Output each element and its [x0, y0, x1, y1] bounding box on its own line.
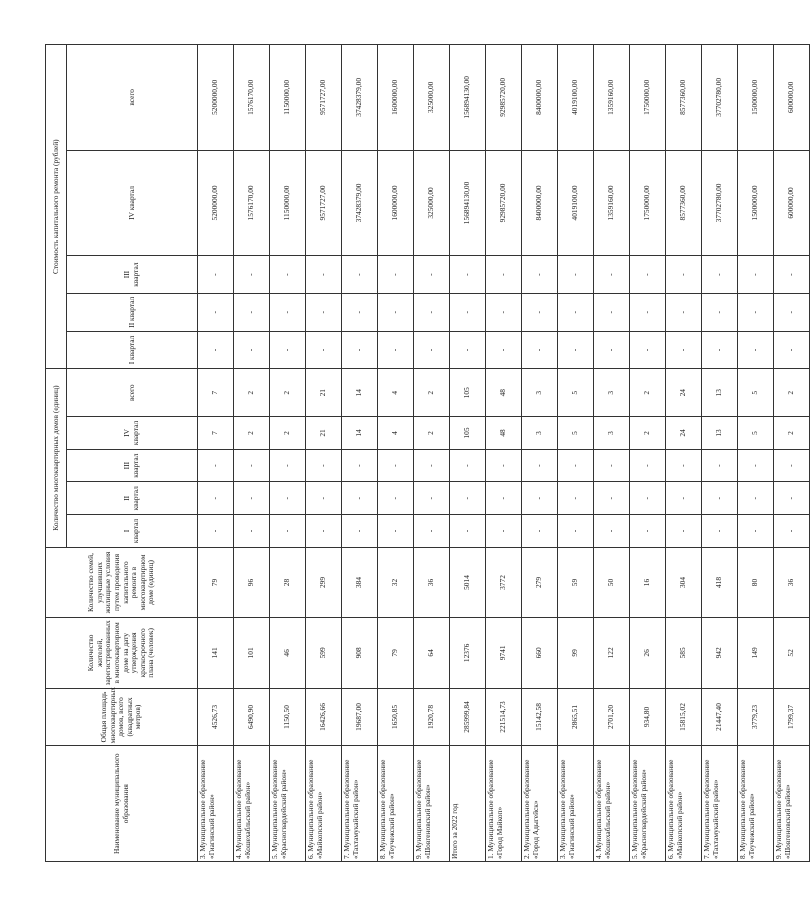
cost-q2-cell: -	[306, 293, 342, 331]
cost-q2-cell: -	[378, 293, 414, 331]
houses-q4-cell: 2	[270, 417, 306, 450]
houses-total-cell: 2	[270, 369, 306, 417]
cost-q2-cell: -	[594, 293, 630, 331]
cost-q1-cell: -	[594, 331, 630, 369]
cost-q2-cell: -	[414, 293, 450, 331]
houses-q2-cell: -	[558, 482, 594, 515]
municipality-cell: 7. Муниципальное образование «Тахтамукайский район»	[342, 746, 378, 862]
cost-q4-cell: 37428379,00	[342, 150, 378, 256]
families-cell: 279	[522, 547, 558, 617]
families-cell: 32	[378, 547, 414, 617]
houses-q3-cell: -	[486, 449, 522, 482]
houses-q2-cell: -	[414, 482, 450, 515]
header-houses-q1: I квартал	[67, 515, 198, 548]
municipality-cell: 5. Муниципальное образование «Красногвардейский район»	[630, 746, 666, 862]
houses-q4-cell: 2	[234, 417, 270, 450]
table-row	[558, 45, 594, 862]
families-cell: 299	[306, 547, 342, 617]
cost-q4-cell: 1150000,00	[270, 150, 306, 256]
rotated-table-container	[45, 44, 796, 862]
houses-q3-cell: -	[306, 449, 342, 482]
area-cell: 15815,02	[666, 688, 702, 746]
families-cell: 418	[702, 547, 738, 617]
houses-q1-cell: -	[198, 515, 234, 548]
municipality-cell: 4. Муниципальное образование «Кошехабльский район»	[594, 746, 630, 862]
header-houses-q3: III квартал	[67, 449, 198, 482]
cost-q4-cell: 1576170,00	[234, 150, 270, 256]
cost-q1-cell: -	[702, 331, 738, 369]
houses-q3-cell: -	[270, 449, 306, 482]
area-cell: 285999,84	[450, 688, 486, 746]
cost-q4-cell: 8400000,00	[522, 150, 558, 256]
table-row	[414, 45, 450, 862]
houses-q2-cell: -	[702, 482, 738, 515]
cost-q2-cell: -	[234, 293, 270, 331]
municipality-cell: 8. Муниципальное образование «Теучежский район»	[378, 746, 414, 862]
houses-q2-cell: -	[486, 482, 522, 515]
capital-repair-table	[45, 44, 810, 862]
municipality-cell: 8. Муниципальное образование «Теучежский район»	[738, 746, 774, 862]
cost-q4-cell: 4019100,00	[558, 150, 594, 256]
cost-q1-cell: -	[378, 331, 414, 369]
families-cell: 59	[558, 547, 594, 617]
cost-q4-cell: 1600000,00	[378, 150, 414, 256]
table-row	[198, 45, 234, 862]
houses-q1-cell: -	[558, 515, 594, 548]
families-cell: 384	[342, 547, 378, 617]
cost-q1-cell: -	[522, 331, 558, 369]
cost-q1-cell: -	[342, 331, 378, 369]
houses-total-cell: 3	[522, 369, 558, 417]
table-row	[666, 45, 702, 862]
cost-total-cell: 5200000,00	[198, 45, 234, 151]
cost-q3-cell: -	[558, 256, 594, 294]
cost-total-cell: 4019100,00	[558, 45, 594, 151]
residents-cell: 64	[414, 618, 450, 688]
table-row	[378, 45, 414, 862]
municipality-cell: 7. Муниципальное образование «Тахтамукайский район»	[702, 746, 738, 862]
houses-q3-cell: -	[702, 449, 738, 482]
houses-total-cell: 105	[450, 369, 486, 417]
table-row	[450, 45, 486, 862]
header-cost-q4: IV квартал	[67, 150, 198, 256]
residents-cell: 149	[738, 618, 774, 688]
residents-cell: 101	[234, 618, 270, 688]
table-row	[306, 45, 342, 862]
cost-q1-cell: -	[630, 331, 666, 369]
houses-total-cell: 24	[666, 369, 702, 417]
cost-total-cell: 1150000,00	[270, 45, 306, 151]
houses-q3-cell: -	[738, 449, 774, 482]
header-houses-total: всего	[67, 369, 198, 417]
houses-q4-cell: 2	[630, 417, 666, 450]
header-houses-group: Количество многоквартирных домов (единиц)	[46, 369, 67, 547]
cost-q3-cell: -	[738, 256, 774, 294]
cost-total-cell: 8400000,00	[522, 45, 558, 151]
cost-q2-cell: -	[270, 293, 306, 331]
municipality-cell: 5. Муниципальное образование «Красногвардейский район»	[270, 746, 306, 862]
houses-q2-cell: -	[594, 482, 630, 515]
residents-cell: 660	[522, 618, 558, 688]
residents-cell: 942	[702, 618, 738, 688]
header-cost-q1: I квартал	[67, 331, 198, 369]
families-cell: 79	[198, 547, 234, 617]
cost-q1-cell: -	[774, 331, 810, 369]
header-cost-group: Стоимость капитального ремонта (рублей)	[46, 45, 67, 369]
houses-q4-cell: 105	[450, 417, 486, 450]
cost-q3-cell: -	[450, 256, 486, 294]
houses-q2-cell: -	[342, 482, 378, 515]
area-cell: 1150,50	[270, 688, 306, 746]
families-cell: 28	[270, 547, 306, 617]
cost-q1-cell: -	[738, 331, 774, 369]
families-cell: 36	[414, 547, 450, 617]
cost-q4-cell: 156894130,00	[450, 150, 486, 256]
cost-q4-cell: 600000,00	[774, 150, 810, 256]
area-cell: 3779,23	[738, 688, 774, 746]
houses-total-cell: 2	[234, 369, 270, 417]
area-cell: 2701,20	[594, 688, 630, 746]
houses-total-cell: 7	[198, 369, 234, 417]
houses-q3-cell: -	[558, 449, 594, 482]
houses-q4-cell: 5	[558, 417, 594, 450]
cost-q4-cell: 92985720,00	[486, 150, 522, 256]
houses-q2-cell: -	[666, 482, 702, 515]
area-cell: 1650,85	[378, 688, 414, 746]
houses-q1-cell: -	[414, 515, 450, 548]
cost-q3-cell: -	[414, 256, 450, 294]
cost-total-cell: 1576170,00	[234, 45, 270, 151]
cost-q1-cell: -	[414, 331, 450, 369]
cost-q2-cell: -	[666, 293, 702, 331]
table-row	[738, 45, 774, 862]
cost-q4-cell: 9571727,00	[306, 150, 342, 256]
cost-total-cell: 1750000,00	[630, 45, 666, 151]
municipality-cell: 1. Муниципальное образование «Город Майкоп»	[486, 746, 522, 862]
houses-total-cell: 5	[738, 369, 774, 417]
houses-q2-cell: -	[378, 482, 414, 515]
cost-total-cell: 325000,00	[414, 45, 450, 151]
municipality-cell: 2. Муниципальное образование «Город Адыгейск»	[522, 746, 558, 862]
houses-q3-cell: -	[414, 449, 450, 482]
cost-q2-cell: -	[558, 293, 594, 331]
area-cell: 1799,37	[774, 688, 810, 746]
cost-q1-cell: -	[234, 331, 270, 369]
houses-q3-cell: -	[522, 449, 558, 482]
municipality-cell: 4. Муниципальное образование «Кошехабльский район»	[234, 746, 270, 862]
municipality-cell: 3. Муниципальное образование «Гиагинский район»	[558, 746, 594, 862]
table-row	[234, 45, 270, 862]
cost-total-cell: 1600000,00	[378, 45, 414, 151]
cost-q4-cell: 1500000,00	[738, 150, 774, 256]
houses-q4-cell: 13	[702, 417, 738, 450]
cost-q1-cell: -	[666, 331, 702, 369]
houses-total-cell: 2	[414, 369, 450, 417]
cost-q1-cell: -	[486, 331, 522, 369]
houses-total-cell: 2	[630, 369, 666, 417]
houses-q2-cell: -	[234, 482, 270, 515]
families-cell: 80	[738, 547, 774, 617]
houses-q1-cell: -	[630, 515, 666, 548]
families-cell: 36	[774, 547, 810, 617]
cost-q4-cell: 37702780,00	[702, 150, 738, 256]
houses-q1-cell: -	[702, 515, 738, 548]
houses-q1-cell: -	[450, 515, 486, 548]
area-cell: 2865,51	[558, 688, 594, 746]
residents-cell: 122	[594, 618, 630, 688]
houses-q3-cell: -	[342, 449, 378, 482]
houses-q3-cell: -	[630, 449, 666, 482]
houses-q4-cell: 3	[594, 417, 630, 450]
houses-q4-cell: 4	[378, 417, 414, 450]
cost-q1-cell: -	[306, 331, 342, 369]
cost-q2-cell: -	[522, 293, 558, 331]
header-municipality: Наименование муниципального образования	[46, 746, 198, 862]
cost-q3-cell: -	[270, 256, 306, 294]
cost-q2-cell: -	[486, 293, 522, 331]
header-houses-q2: II квартал	[67, 482, 198, 515]
houses-q2-cell: -	[270, 482, 306, 515]
houses-q4-cell: 7	[198, 417, 234, 450]
area-cell: 21447,40	[702, 688, 738, 746]
table-row	[522, 45, 558, 862]
houses-q1-cell: -	[522, 515, 558, 548]
houses-total-cell: 14	[342, 369, 378, 417]
municipality-cell: Итого за 2022 год	[450, 746, 486, 862]
header-residents: Количество жителей, зарегистрированных в многоквартирном доме на дату утверждения краткосрочного плана (человек)	[46, 618, 198, 688]
header-cost-q2: II квартал	[67, 293, 198, 331]
houses-q2-cell: -	[630, 482, 666, 515]
cost-q2-cell: -	[738, 293, 774, 331]
cost-q4-cell: 325000,00	[414, 150, 450, 256]
municipality-cell: 9. Муниципальное образование «Шовгеновский район»	[774, 746, 810, 862]
header-area: Общая площадь многоквартирных домов, всего (квадратных метров)	[46, 688, 198, 746]
residents-cell: 141	[198, 618, 234, 688]
residents-cell: 79	[378, 618, 414, 688]
residents-cell: 585	[666, 618, 702, 688]
houses-total-cell: 4	[378, 369, 414, 417]
header-houses-q4: IV квартал	[67, 417, 198, 450]
houses-total-cell: 48	[486, 369, 522, 417]
houses-q1-cell: -	[342, 515, 378, 548]
families-cell: 50	[594, 547, 630, 617]
header-families: Количество семей, улучшивших жилищные условия путем проведения капитального ремонта в многоквартирном доме (единиц)	[46, 547, 198, 617]
cost-q3-cell: -	[522, 256, 558, 294]
area-cell: 19687,00	[342, 688, 378, 746]
cost-q3-cell: -	[378, 256, 414, 294]
table-row	[594, 45, 630, 862]
municipality-cell: 6. Муниципальное образование «Майкопский район»	[666, 746, 702, 862]
cost-q3-cell: -	[630, 256, 666, 294]
cost-q4-cell: 8577360,00	[666, 150, 702, 256]
table-row	[270, 45, 306, 862]
area-cell: 15142,58	[522, 688, 558, 746]
residents-cell: 46	[270, 618, 306, 688]
houses-total-cell: 21	[306, 369, 342, 417]
cost-q2-cell: -	[198, 293, 234, 331]
houses-q1-cell: -	[306, 515, 342, 548]
houses-q4-cell: 24	[666, 417, 702, 450]
houses-q3-cell: -	[378, 449, 414, 482]
municipality-cell: 3. Муниципальное образование «Гиагинский район»	[198, 746, 234, 862]
residents-cell: 908	[342, 618, 378, 688]
houses-q4-cell: 48	[486, 417, 522, 450]
cost-q4-cell: 5200000,00	[198, 150, 234, 256]
area-cell: 6490,90	[234, 688, 270, 746]
houses-total-cell: 5	[558, 369, 594, 417]
cost-q1-cell: -	[270, 331, 306, 369]
houses-q2-cell: -	[198, 482, 234, 515]
area-cell: 1920,78	[414, 688, 450, 746]
table-row	[774, 45, 810, 862]
houses-q3-cell: -	[594, 449, 630, 482]
families-cell: 16	[630, 547, 666, 617]
area-cell: 16426,66	[306, 688, 342, 746]
houses-q4-cell: 3	[522, 417, 558, 450]
table-row	[702, 45, 738, 862]
cost-q3-cell: -	[198, 256, 234, 294]
houses-q3-cell: -	[450, 449, 486, 482]
families-cell: 96	[234, 547, 270, 617]
houses-q2-cell: -	[738, 482, 774, 515]
houses-q3-cell: -	[234, 449, 270, 482]
cost-total-cell: 1500000,00	[738, 45, 774, 151]
cost-total-cell: 8577360,00	[666, 45, 702, 151]
cost-q3-cell: -	[306, 256, 342, 294]
cost-q4-cell: 1750000,00	[630, 150, 666, 256]
families-cell: 3772	[486, 547, 522, 617]
area-cell: 221514,73	[486, 688, 522, 746]
residents-cell: 99	[558, 618, 594, 688]
houses-q4-cell: 5	[738, 417, 774, 450]
houses-total-cell: 3	[594, 369, 630, 417]
municipality-cell: 6. Муниципальное образование «Майкопский район»	[306, 746, 342, 862]
families-cell: 5014	[450, 547, 486, 617]
cost-q3-cell: -	[594, 256, 630, 294]
cost-total-cell: 156894130,00	[450, 45, 486, 151]
cost-total-cell: 37702780,00	[702, 45, 738, 151]
cost-q2-cell: -	[342, 293, 378, 331]
houses-total-cell: 13	[702, 369, 738, 417]
cost-q2-cell: -	[450, 293, 486, 331]
table-row	[486, 45, 522, 862]
cost-q4-cell: 1359160,00	[594, 150, 630, 256]
cost-q3-cell: -	[486, 256, 522, 294]
residents-cell: 52	[774, 618, 810, 688]
cost-q1-cell: -	[450, 331, 486, 369]
cost-q2-cell: -	[702, 293, 738, 331]
houses-q4-cell: 14	[342, 417, 378, 450]
cost-q3-cell: -	[774, 256, 810, 294]
houses-q1-cell: -	[666, 515, 702, 548]
cost-total-cell: 1359160,00	[594, 45, 630, 151]
houses-q4-cell: 2	[414, 417, 450, 450]
header-cost-q3: III квартал	[67, 256, 198, 294]
area-cell: 4526,73	[198, 688, 234, 746]
area-cell: 934,80	[630, 688, 666, 746]
cost-q3-cell: -	[342, 256, 378, 294]
residents-cell: 9741	[486, 618, 522, 688]
houses-q4-cell: 2	[774, 417, 810, 450]
cost-total-cell: 600000,00	[774, 45, 810, 151]
houses-total-cell: 2	[774, 369, 810, 417]
houses-q1-cell: -	[738, 515, 774, 548]
cost-q1-cell: -	[558, 331, 594, 369]
cost-total-cell: 37428379,00	[342, 45, 378, 151]
houses-q3-cell: -	[198, 449, 234, 482]
houses-q2-cell: -	[450, 482, 486, 515]
houses-q2-cell: -	[522, 482, 558, 515]
houses-q1-cell: -	[594, 515, 630, 548]
houses-q2-cell: -	[306, 482, 342, 515]
families-cell: 304	[666, 547, 702, 617]
houses-q3-cell: -	[666, 449, 702, 482]
residents-cell: 599	[306, 618, 342, 688]
cost-total-cell: 92985720,00	[486, 45, 522, 151]
houses-q1-cell: -	[486, 515, 522, 548]
header-cost-total: всего	[67, 45, 198, 151]
cost-q3-cell: -	[234, 256, 270, 294]
houses-q1-cell: -	[774, 515, 810, 548]
table-row	[630, 45, 666, 862]
residents-cell: 12376	[450, 618, 486, 688]
cost-q3-cell: -	[702, 256, 738, 294]
residents-cell: 26	[630, 618, 666, 688]
houses-q1-cell: -	[378, 515, 414, 548]
cost-total-cell: 9571727,00	[306, 45, 342, 151]
houses-q1-cell: -	[234, 515, 270, 548]
cost-q2-cell: -	[774, 293, 810, 331]
houses-q2-cell: -	[774, 482, 810, 515]
cost-q3-cell: -	[666, 256, 702, 294]
table-row	[342, 45, 378, 862]
cost-q2-cell: -	[630, 293, 666, 331]
houses-q4-cell: 21	[306, 417, 342, 450]
cost-q1-cell: -	[198, 331, 234, 369]
header-row-1	[46, 45, 67, 862]
houses-q3-cell: -	[774, 449, 810, 482]
houses-q1-cell: -	[270, 515, 306, 548]
municipality-cell: 9. Муниципальное образование «Шовгеновский район»	[414, 746, 450, 862]
